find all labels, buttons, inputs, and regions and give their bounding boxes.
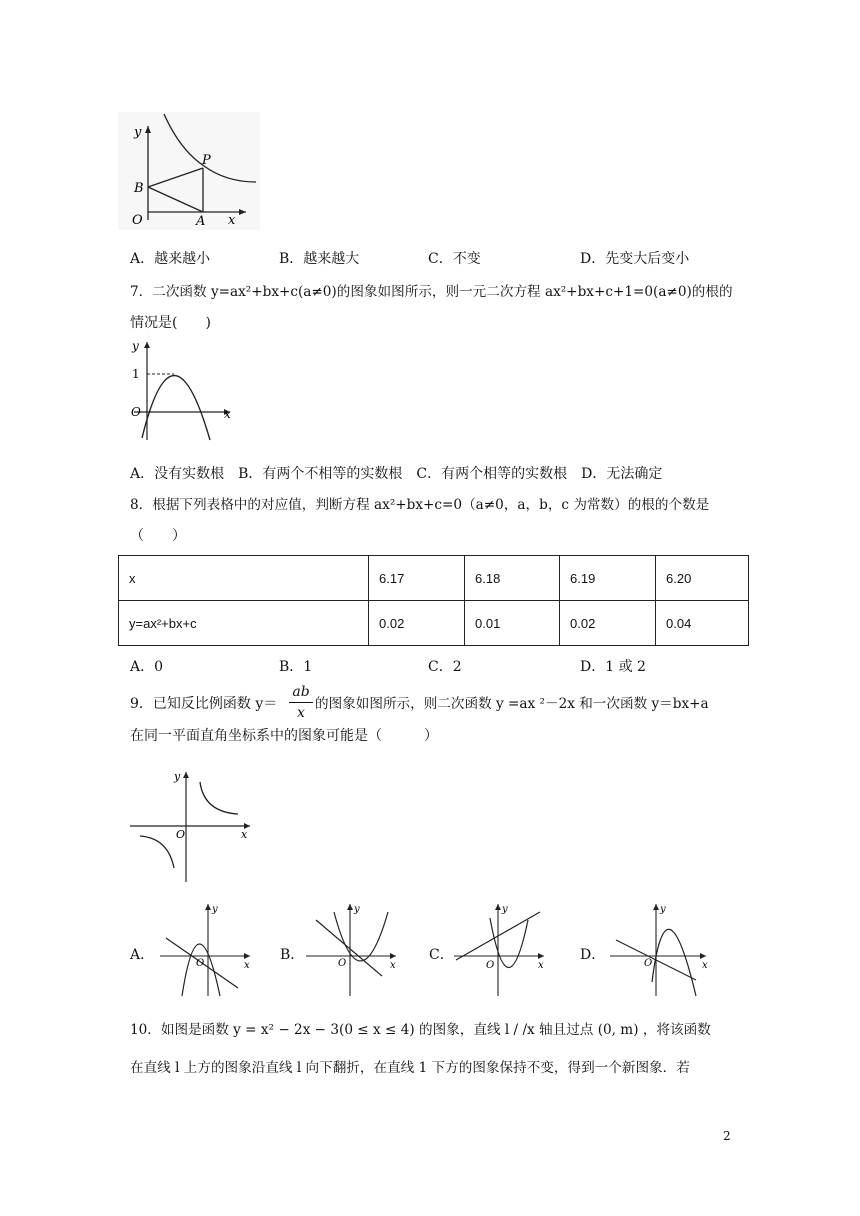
q6-fig-y-label: y (134, 125, 142, 140)
q9-text-prefix: 9．已知反比例函数 y＝ (130, 696, 278, 712)
q10-text-line2: 在直线 l 上方的图象沿直线 l 向下翻折，在直线 1 下方的图象保持不变，得到一个新图象．若 (130, 1060, 690, 1076)
q6-fig-x-label: x (228, 213, 236, 228)
q6-option-c: C．不变 (428, 251, 481, 267)
table-cell: 0.04 (656, 601, 749, 646)
page-number: 2 (723, 1129, 731, 1143)
q7-figure (128, 338, 236, 442)
q9-frac-denominator: x (297, 705, 305, 721)
q9-b-x-label: x (390, 960, 396, 971)
q6-option-a: A．越来越小 (130, 251, 211, 267)
table-row (119, 556, 749, 601)
q7-fig-one-label: 1 (132, 367, 140, 381)
table-cell: 6.17 (369, 556, 465, 601)
q8-value-table (118, 555, 749, 646)
q9-frac-numerator: ab (292, 684, 310, 700)
q9-option-b-figure (304, 900, 402, 998)
q9-option-d-label: D． (580, 947, 606, 963)
q9-option-d-figure (608, 900, 712, 998)
table-cell: 6.19 (560, 556, 656, 601)
q9-option-c-figure (452, 900, 550, 998)
q7-fig-o-label: O (131, 405, 141, 419)
q8-option-c: C．2 (428, 659, 462, 675)
q6-fig-p-label: P (202, 153, 211, 168)
q8-option-d: D．1 或 2 (580, 659, 646, 675)
q7-fig-y-label: y (132, 339, 139, 353)
q9-fraction (289, 683, 313, 722)
table-cell: x (119, 556, 369, 601)
q9-c-o-label: O (486, 960, 495, 971)
table-cell: y=ax²+bx+c (119, 601, 369, 646)
q6-option-b: B．越来越大 (279, 251, 360, 267)
q9-option-a-figure (158, 900, 256, 998)
q9-c-y-label: y (502, 904, 508, 915)
q9-d-o-label: O (644, 958, 653, 969)
q6-option-d: D．先变大后变小 (580, 251, 690, 267)
q8-option-b: B．1 (279, 659, 313, 675)
q9-d-x-label: x (702, 960, 708, 971)
q9-option-c-label: C． (429, 947, 454, 963)
q9-a-y-label: y (212, 904, 218, 915)
q9-a-x-label: x (244, 960, 250, 971)
q9-option-a-label: A． (130, 947, 155, 963)
q8-text-line2: （ ） (130, 528, 186, 544)
q6-fig-a-label: A (196, 214, 206, 229)
q7-text-line2: 情况是( ) (130, 315, 211, 331)
q6-fig-b-label: B (134, 181, 144, 196)
q9-fig-y-label: y (174, 770, 181, 783)
q9-fig-x-label: x (241, 828, 248, 841)
q9-text-suffix: 的图象如图所示，则二次函数 y =ax ²－2x 和一次函数 y＝bx+a (315, 696, 709, 712)
table-cell: 0.02 (560, 601, 656, 646)
q9-hyperbola-figure (128, 768, 256, 884)
q9-text-line2: 在同一平面直角坐标系中的图象可能是（ ） (130, 728, 438, 744)
q9-d-y-label: y (660, 904, 666, 915)
q8-text-line1: 8．根据下列表格中的对应值，判断方程 ax²+bx+c=0（a≠0，a，b，c 为常数）的根的个数是 (130, 497, 710, 513)
q9-fig-o-label: O (176, 828, 186, 841)
table-row (119, 601, 749, 646)
q7-fig-x-label: x (224, 407, 231, 421)
q7-options: A．没有实数根 B．有两个不相等的实数根 C．有两个相等的实数根 D．无法确定 (130, 466, 663, 482)
q10-text-line1: 10．如图是函数 y = x² − 2x − 3(0 ≤ x ≤ 4) 的图象，直线 l / /x 轴且过点 (0, m) ，将该函数 (130, 1022, 711, 1038)
q9-a-o-label: O (196, 958, 205, 969)
q9-option-b-label: B． (280, 947, 305, 963)
q6-figure (118, 112, 260, 230)
q6-fig-o-label: O (132, 213, 143, 228)
q9-c-x-label: x (538, 960, 544, 971)
q9-b-o-label: O (338, 958, 347, 969)
table-cell: 6.20 (656, 556, 749, 601)
q7-text-line1: 7．二次函数 y=ax²+bx+c(a≠0)的图象如图所示，则一元二次方程 ax²+bx+c+1=0(a≠0)的根的 (130, 284, 733, 300)
table-cell: 0.01 (465, 601, 560, 646)
table-cell: 6.18 (465, 556, 560, 601)
table-cell: 0.02 (369, 601, 465, 646)
q9-b-y-label: y (354, 904, 360, 915)
q8-option-a: A．0 (130, 659, 164, 675)
